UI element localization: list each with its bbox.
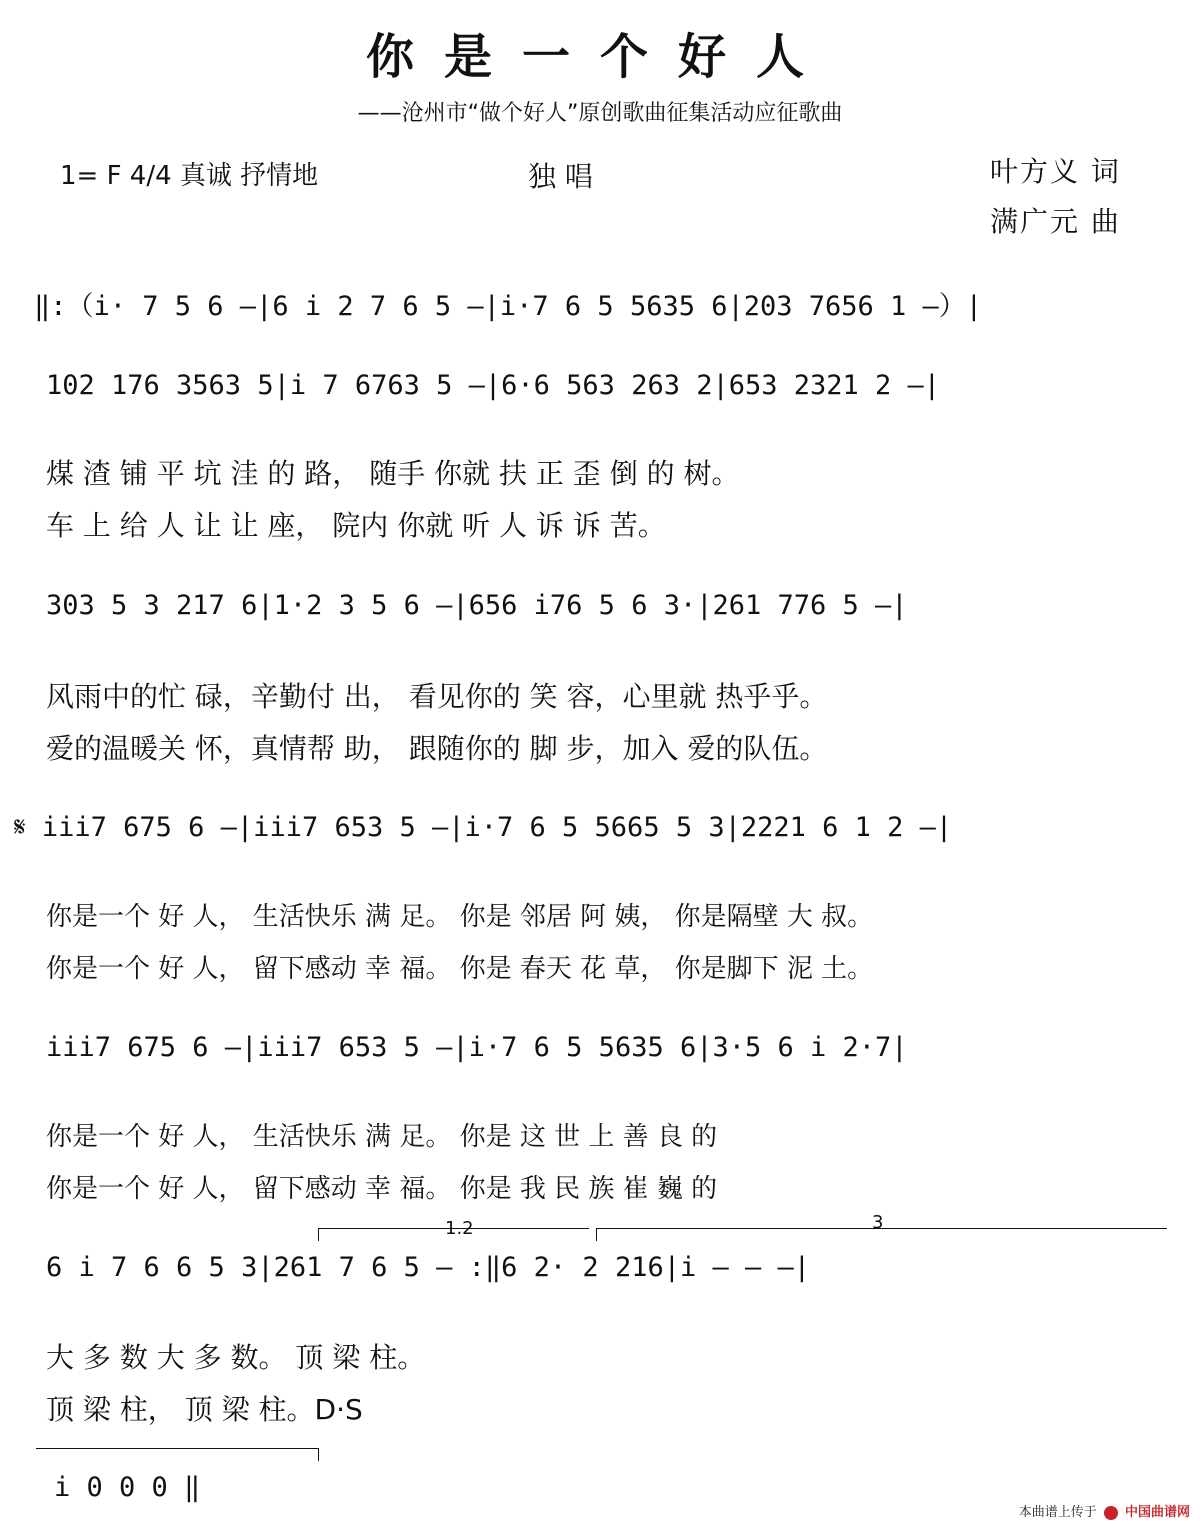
notation-line-6: 6 i 7 6 6 5 3|261 7 6 5 – :‖6 2· 2 216|i – – –| [46,1252,811,1283]
performance-type: 独 唱 [528,160,593,193]
uploaded-text: 本曲谱上传于 [1018,1505,1097,1520]
site-logo-icon [1104,1506,1118,1520]
volta-label-3: 3 [872,1212,884,1233]
final-ending-bracket [36,1448,319,1461]
lyricist-credit: 叶方义 词 [990,155,1121,188]
notation-line-3: 303 5 3 217 6|1·2 3 5 6 –|656 i76 5 6 3·|261 776 5 –| [46,590,908,621]
song-title: 你是一个好人 [365,29,834,85]
lyric-verse-1-line-2: 煤 渣 铺 平 坑 洼 的 路， 随手 你就 扶 正 歪 倒 的 树。 [46,457,740,490]
lyric-verse-2-line-6: 顶 梁 柱， 顶 梁 柱。D·S [46,1393,363,1426]
lyric-verse-2-line-4: 你是一个 好 人， 留下感动 幸 福。 你是 春天 花 草， 你是脚下 泥 土。 [46,954,874,984]
lyric-verse-2-line-2: 车 上 给 人 让 让 座， 院内 你就 听 人 诉 诉 苦。 [46,509,666,542]
lyric-verse-2-line-5: 你是一个 好 人， 留下感动 幸 福。 你是 我 民 族 崔 巍 的 [46,1174,718,1204]
source-footer [1019,1501,1190,1520]
notation-line-7: i 0 0 0 ‖ [54,1472,201,1503]
volta-label-1-2: 1.2 [445,1218,474,1239]
site-name: 中国曲谱网 [1124,1505,1190,1520]
lyric-verse-1-line-4: 你是一个 好 人， 生活快乐 满 足。 你是 邻居 阿 姨， 你是隔壁 大 叔。 [46,902,874,932]
lyric-verse-1-line-5: 你是一个 好 人， 生活快乐 满 足。 你是 这 世 上 善 良 的 [46,1122,718,1152]
composer-credit: 满广元 曲 [990,205,1121,238]
notation-line-4: 𝄋 iii7 675 6 –|iii7 653 5 –|i·7 6 5 5665 5 3|2221 6 1 2 –| [14,812,953,843]
song-subtitle: ——沧州市“做个好人”原创歌曲征集活动应征歌曲 [357,101,843,126]
lyric-verse-1-line-3: 风雨中的忙 碌，辛勤付 出， 看见你的 笑 容，心里就 热乎乎。 [46,680,828,713]
notation-line-5: iii7 675 6 –|iii7 653 5 –|i·7 6 5 5635 6|3·5 6 i 2·7| [46,1032,908,1063]
lyric-verse-2-line-3: 爱的温暖关 怀，真情帮 助， 跟随你的 脚 步，加入 爱的队伍。 [46,732,828,765]
key-tempo-marking: 1= F 4/4 真诚 抒情地 [60,161,319,191]
lyric-verse-1-line-6: 大 多 数 大 多 数。 顶 梁 柱。 [46,1341,426,1374]
notation-line-2: 102 176 3563 5|i 7 6763 5 –|6·6 563 263 2|653 2321 2 –| [46,370,941,401]
notation-line-1: ‖:（i· 7 5 6 –|6 i 2 7 6 5 –|i·7 6 5 5635 6|203 7656 1 –）| [34,291,983,322]
